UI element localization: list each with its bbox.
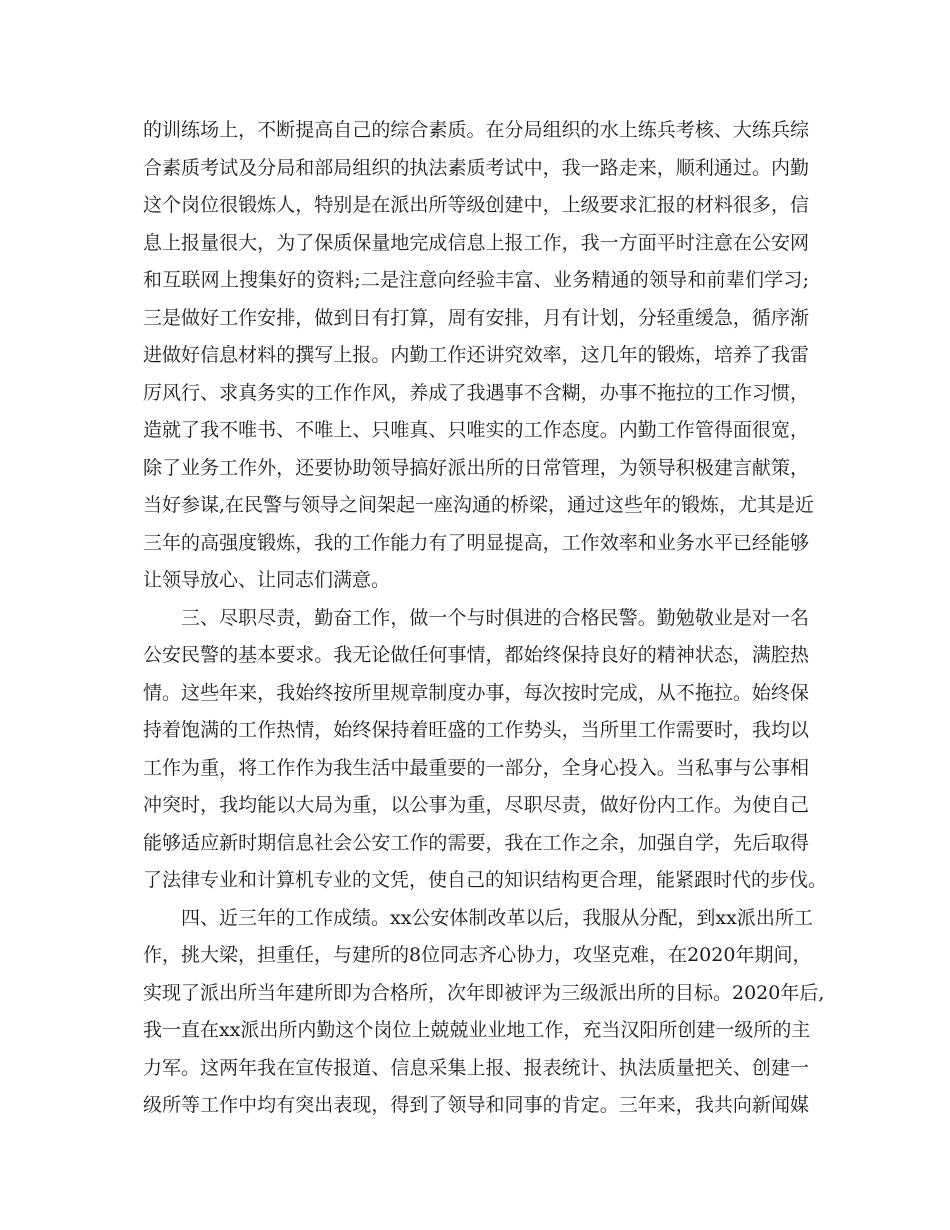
text-line: 力军。这两年我在宣传报道、信息采集上报、报表统计、执法质量把关、创建一 bbox=[143, 1056, 809, 1079]
text-line: 当好参谋,在民警与领导之间架起一座沟通的桥梁，通过这些年的锻炼，尤其是近 bbox=[143, 494, 815, 516]
text-line: 三年的高强度锻炼，我的工作能力有了明显提高，工作效率和业务水平已经能够 bbox=[143, 531, 809, 554]
paragraph-heading-line: 三、尽职尽责，勤奋工作，做一个与时俱进的合格民警。勤勉敬业是对一名 bbox=[181, 606, 809, 629]
text-line: 能够适应新时期信息社会公安工作的需要，我在工作之余，加强自学，先后取得 bbox=[143, 831, 809, 854]
text-line: 息上报量很大，为了保质保量地完成信息上报工作，我一方面平时注意在公安网 bbox=[143, 231, 809, 254]
text-line: 造就了我不唯书、不唯上、只唯真、只唯实的工作态度。内勤工作管得面很宽， bbox=[143, 419, 809, 441]
text-line: 作，挑大梁，担重任，与建所的8位同志齐心协力，攻坚克难，在2020年期间， bbox=[143, 944, 812, 966]
text-line: 工作为重，将工作作为我生活中最重要的一部分，全身心投入。当私事与公事相 bbox=[143, 756, 809, 779]
text-line: 合素质考试及分局和部局组织的执法素质考试中，我一路走来，顺利通过。内勤 bbox=[143, 156, 809, 179]
text-line: 和互联网上搜集好的资料;二是注意向经验丰富、业务精通的领导和前辈们学习; bbox=[143, 269, 809, 291]
text-line: 持着饱满的工作热情，始终保持着旺盛的工作势头，当所里工作需要时，我均以 bbox=[143, 719, 809, 741]
text-line: 三是做好工作安排，做到日有打算，周有安排，月有计划，分轻重缓急，循序渐 bbox=[143, 306, 809, 329]
text-line: 的训练场上，不断提高自己的综合素质。在分局组织的水上练兵考核、大练兵综 bbox=[143, 119, 809, 141]
text-line: 公安民警的基本要求。我无论做任何事情，都始终保持良好的精神状态，满腔热 bbox=[143, 644, 809, 666]
document-body bbox=[143, 112, 828, 1125]
text-line: 让领导放心、让同志们满意。 bbox=[143, 569, 391, 591]
text-line: 级所等工作中均有突出表现，得到了领导和同事的肯定。三年来，我共向新闻媒 bbox=[143, 1094, 809, 1116]
text-line: 除了业务工作外，还要协助领导搞好派出所的日常管理，为领导积极建言献策， bbox=[143, 456, 809, 479]
paragraph-heading-line: 四、近三年的工作成绩。xx公安体制改革以后，我服从分配，到xx派出所工 bbox=[181, 906, 813, 929]
text-line: 实现了派出所当年建所即为合格所，次年即被评为三级派出所的目标。2020年后, bbox=[143, 981, 825, 1004]
text-line: 这个岗位很锻炼人，特别是在派出所等级创建中，上级要求汇报的材料很多，信 bbox=[143, 194, 809, 216]
text-line: 冲突时，我均能以大局为重，以公事为重，尽职尽责，做好份内工作。为使自己 bbox=[143, 794, 809, 816]
text-line: 了法律专业和计算机专业的文凭，使自己的知识结构更合理，能紧跟时代的步伐。 bbox=[143, 869, 828, 891]
text-line: 我一直在xx派出所内勤这个岗位上兢兢业业地工作，充当汉阳所创建一级所的主 bbox=[143, 1019, 811, 1041]
text-line: 厉风行、求真务实的工作作风，养成了我遇事不含糊，办事不拖拉的工作习惯， bbox=[143, 381, 809, 404]
text-line: 情。这些年来，我始终按所里规章制度办事，每次按时完成，从不拖拉。始终保 bbox=[143, 681, 809, 704]
text-line: 进做好信息材料的撰写上报。内勤工作还讲究效率，这几年的锻炼，培养了我雷 bbox=[143, 344, 809, 366]
